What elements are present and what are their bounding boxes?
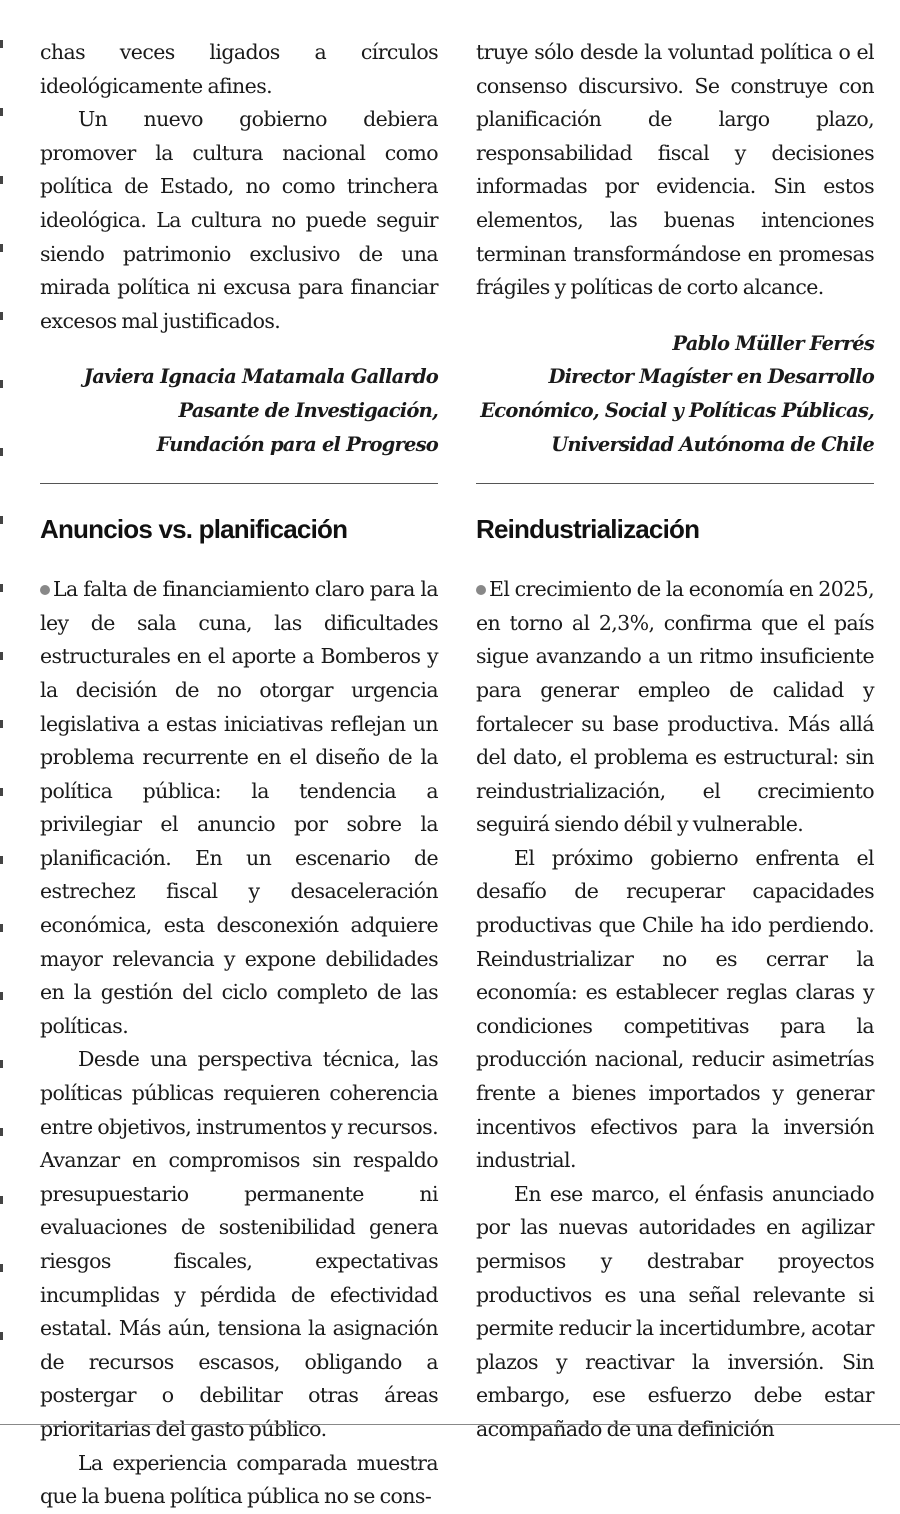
left-culture-paragraph: Un nuevo gobierno debiera promover la cultura nacional como política de Estado, no como trinchera ideológica. La cultura no puede seguir siendo patrimonio exclusivo de una mirada política ni excusa para financiar excesos mal justificados. (40, 107, 438, 333)
right-divider (476, 483, 874, 484)
right-signature-name: Pablo Müller Ferrés (672, 331, 874, 355)
right-signature (476, 327, 874, 461)
right-continuation-paragraph: truye sólo desde la voluntad política o el consenso discursivo. Se construye con planificación de largo plazo, responsabilidad fiscal y decisiones informadas por evidencia. Sin estos elementos, las buenas intenciones terminan transformándose en promesas frágiles y políticas de corto alcance. (476, 40, 874, 300)
left-gutter-marks (0, 40, 6, 1400)
bullet-icon (476, 585, 486, 595)
right-signature-org: Universidad Autónoma de Chile (551, 432, 874, 456)
anuncios-paragraph-1: La falta de financiamiento claro para la ley de sala cuna, las dificultades estructurales en el aporte a Bomberos y la decisión de no otorgar urgencia legislativa a estas iniciativas reflejan un problema recurrente en el diseño de la política pública: la tendencia a privilegiar el anuncio por sobre la planificación. En un escenario de estrechez fiscal y desaceleración económica, esta desconexión adquiere mayor relevancia y expone debilidades en la gestión del ciclo completo de las políticas. (40, 577, 438, 1038)
left-continuation-paragraph: chas veces ligados a círculos ideológicamente afines. (40, 40, 438, 98)
anuncios-paragraph-2: Desde una perspectiva técnica, las políticas públicas requieren coherencia entre objetivos, instrumentos y recursos. Avanzar en compromisos sin respaldo presupuestario permanente ni evaluaciones de sostenibilidad genera riesgos fiscales, expectativas incumplidas y pérdida de efectividad estatal. Más aún, tensiona la asignación de recursos escasos, obligando a postergar o debilitar otras áreas prioritarias del gasto público. (40, 1047, 438, 1441)
right-signature-role-1: Director Magíster en Desarrollo (548, 365, 874, 389)
left-signature (40, 360, 438, 461)
right-signature-role-2: Económico, Social y Políticas Públicas, (480, 398, 874, 422)
article-heading-reindustrializacion: Reindustrialización (476, 514, 700, 545)
left-signature-org: Fundación para el Progreso (156, 432, 438, 456)
reindustrializacion-paragraph-1: El crecimiento de la economía en 2025, en torno al 2,3%, confirma que el país sigue avanzando a un ritmo insuficiente para generar empleo de calidad y fortalecer su base productiva. Más allá del dato, el problema es estructural: sin reindustrialización, el crecimiento seguirá siendo débil y vulnerable. (476, 577, 874, 837)
anuncios-paragraph-3: La experiencia comparada muestra que la buena política pública no se cons- (40, 1450, 438, 1509)
left-column (40, 36, 438, 1514)
bullet-icon (40, 585, 50, 595)
left-divider (40, 483, 438, 484)
bottom-rule (0, 1424, 900, 1425)
left-signature-role: Pasante de Investigación, (178, 398, 438, 422)
reindustrializacion-paragraph-3: En ese marco, el énfasis anunciado por las nuevas autoridades en agilizar permisos y destrabar proyectos productivos es una señal relevante si permite reducir la incertidumbre, acotar plazos y reactivar la inversión. Sin embargo, ese esfuerzo debe estar acompañado de una definición (476, 1181, 874, 1441)
reindustrializacion-paragraph-2: El próximo gobierno enfrenta el desafío de recuperar capacidades productivas que Chile ha ido perdiendo. Reindustrializar no es cerrar la economía: es establecer reglas claras y condiciones competitivas para la producción nacional, reducir asimetrías frente a bienes importados y generar incentivos efectivos para la inversión industrial. (476, 845, 874, 1173)
left-signature-name: Javiera Ignacia Matamala Gallardo (83, 365, 438, 389)
article-heading-anuncios: Anuncios vs. planificación (40, 514, 348, 545)
right-column (476, 36, 874, 1447)
